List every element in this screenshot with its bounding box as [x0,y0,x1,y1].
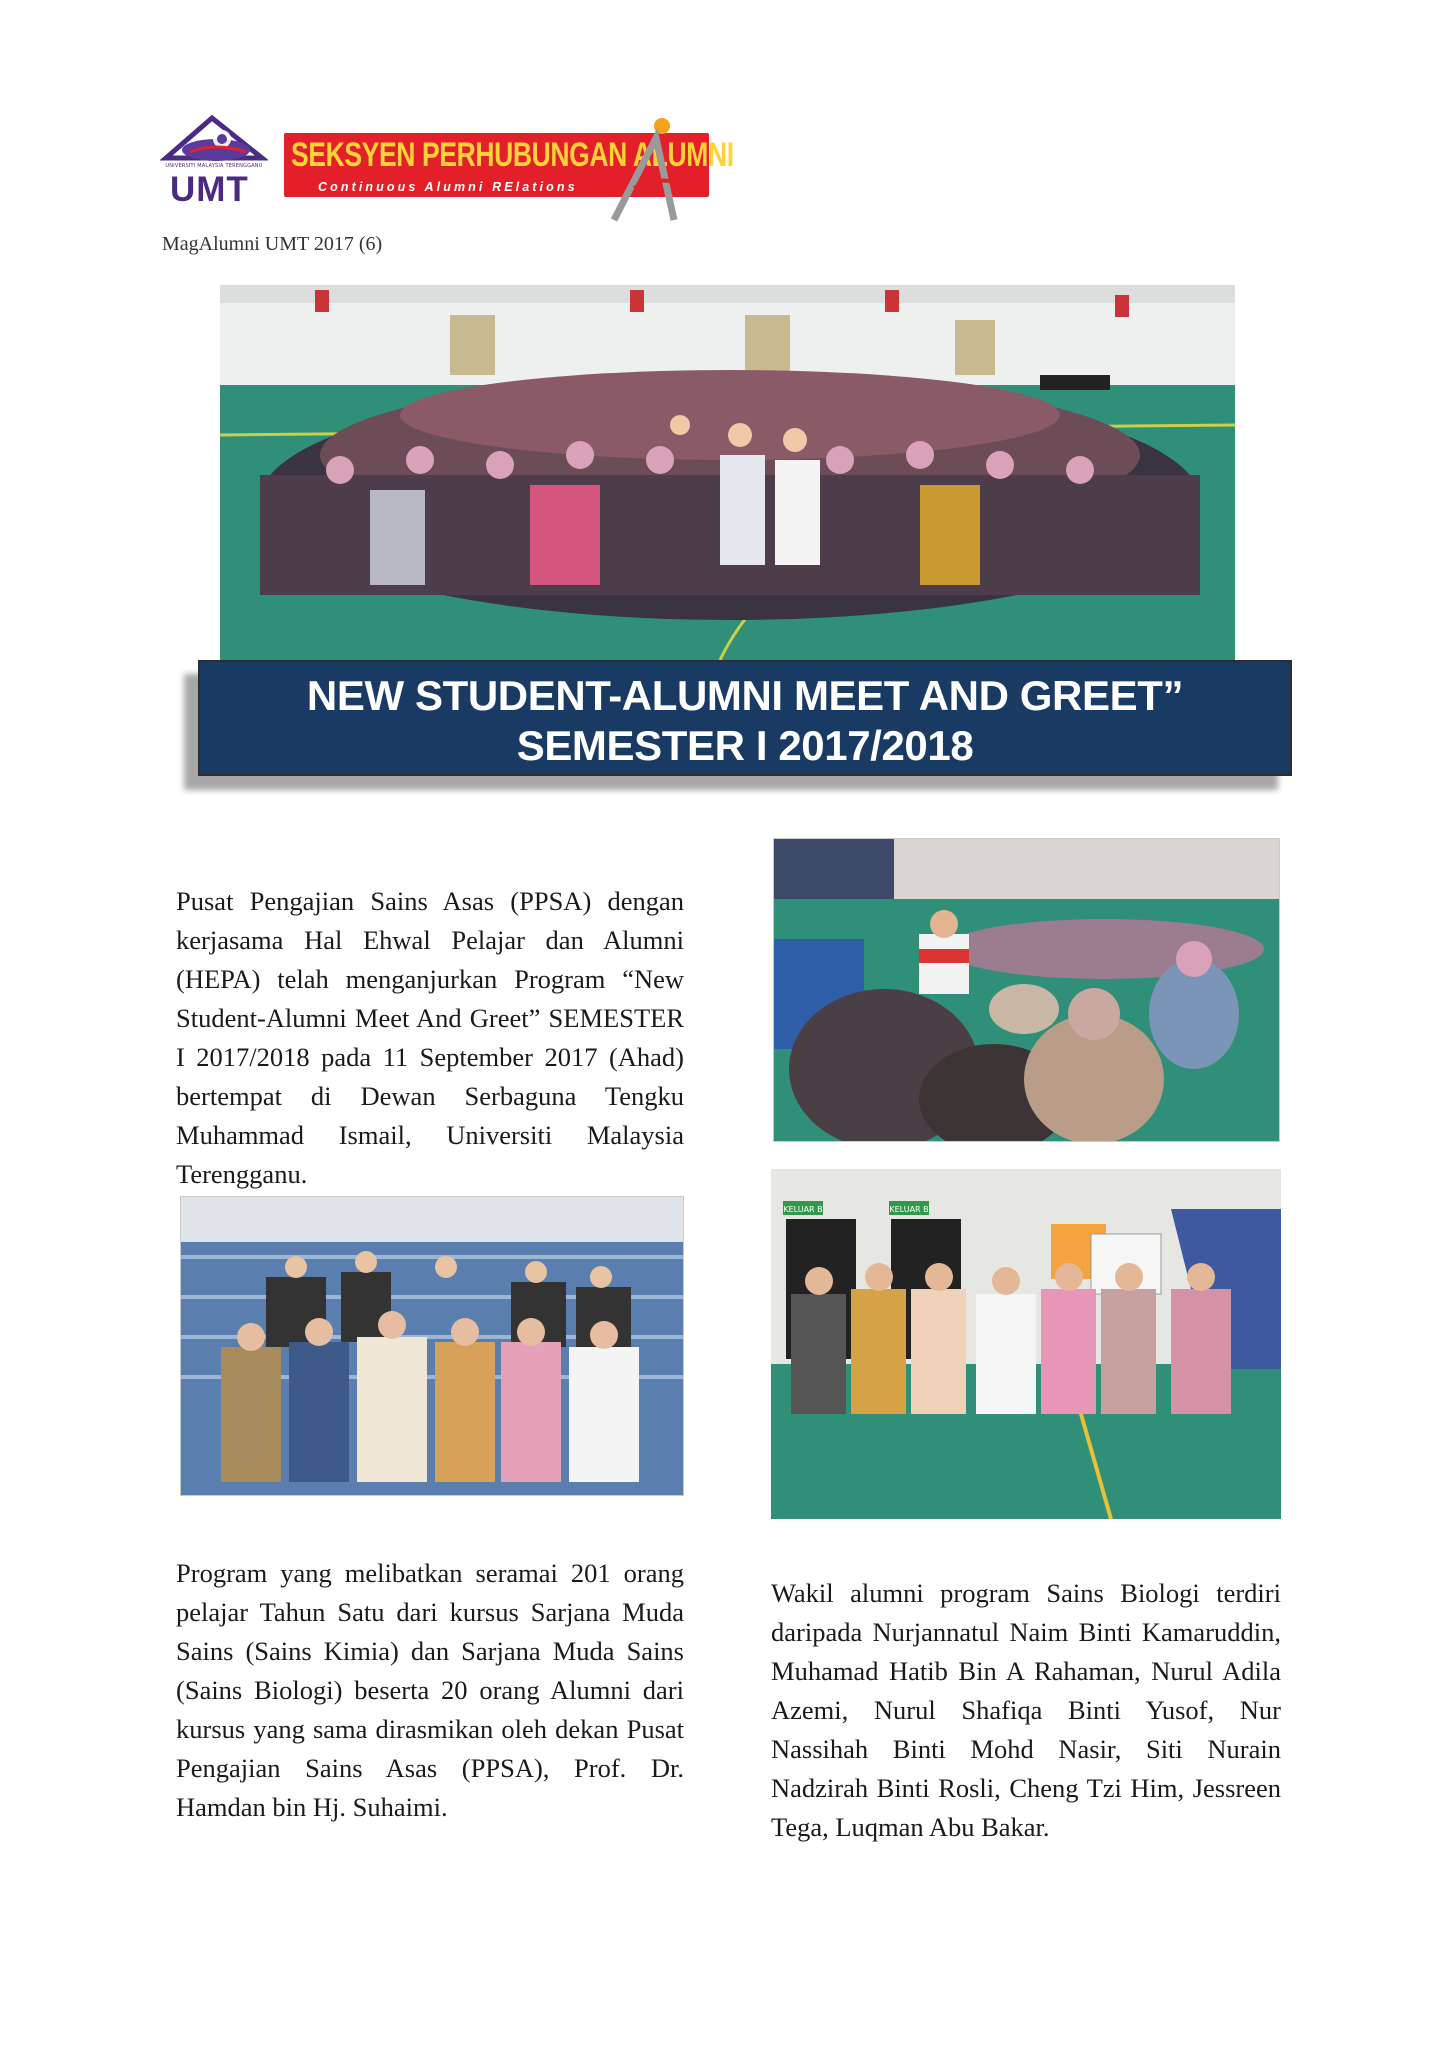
university-short-name: UMT [170,170,249,209]
representatives-paragraph: Wakil alumni program Sains Biologi terdiri daripada Nurjannatul Naim Binti Kamaruddin, Muhamad Hatib Bin A Rahaman, Nurul Adila Azemi, Nurul Shafiqa Binti Yusof, Nur Nassihah Binti Mohd Nasir, Siti Nurain Nadzirah Binti Rosli, Cheng Tzi Him, Jessreen Tega, Luqman Abu Bakar. [771,1577,1281,1842]
participants-paragraph: Program yang melibatkan seramai 201 orang pelajar Tahun Satu dari kursus Sarjana Muda Sains (Sains Kimia) dan Sarjana Muda Sains (Sains Biologi) beserta 20 orang Alumni dari kursus yang sama dirasmikan oleh dekan Pusat Pengajian Sains Asas (PPSA), Prof. Dr. Hamdan bin Hj. Suhaimi. [176,1557,684,1822]
photo-discussion-circle [773,838,1280,1142]
issue-label: MagAlumni UMT 2017 (6) [162,233,383,255]
exit-sign-right: KELUAR B [889,1205,929,1214]
university-full-name: UNIVERSITI MALAYSIA TERENGGANU [165,163,263,169]
photo-alumni-panel [771,1169,1281,1519]
group-photo-hall [220,285,1235,660]
alumni-a-icon [604,116,696,224]
alumni-unit-name: SEKSYEN PERHUBUNGAN ALUMNI [291,136,734,174]
photo-seated-group [180,1196,684,1496]
alumni-tagline: Continuous Alumni RElations [318,180,578,194]
article-subtitle: SEMESTER I 2017/2018 [516,722,974,769]
exit-sign-left: KELUAR B [783,1205,823,1214]
article-title: NEW STUDENT-ALUMNI MEET AND GREET” [306,672,1184,719]
article-title-banner [198,660,1292,776]
intro-paragraph: Pusat Pengajian Sains Asas (PPSA) dengan kerjasama Hal Ehwal Pelajar dan Alumni (HEPA) telah menganjurkan Program “New Student-Alumni Meet And Greet” SEMESTER I 2017/2018 pada 11 September 2017 (Ahad) bertempat di Dewan Serbaguna Tengku Muhammad Ismail, Universiti Malaysia Terengganu. [176,885,684,1189]
